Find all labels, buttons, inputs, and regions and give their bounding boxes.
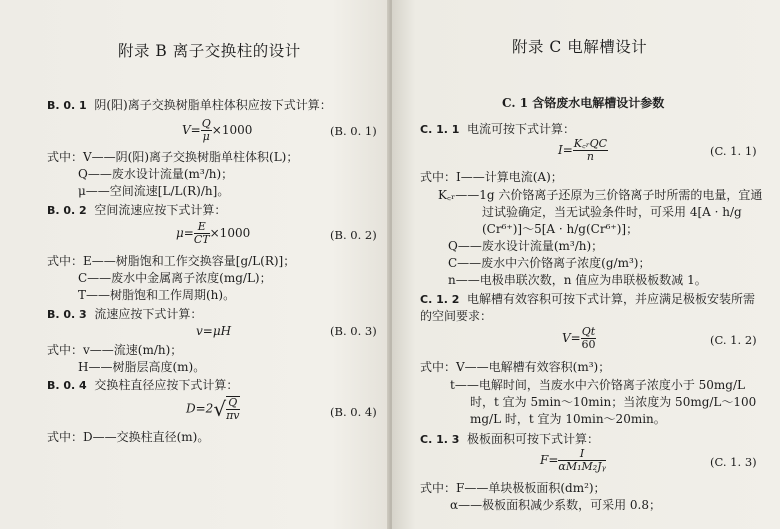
equation-lhs: V=: [562, 331, 581, 345]
equation-c11: [558, 138, 608, 163]
appendix-c-heading: 附录 C 电解槽设计: [512, 38, 648, 56]
fraction-numerator: Q: [226, 397, 239, 410]
where-line: (Cr⁶⁺)]～5[A · h/g(Cr⁶⁺)]；: [482, 222, 639, 236]
equation-lhs: V=: [182, 123, 201, 137]
where-line: μ——空间流速[L/L(R)/h]。: [78, 184, 230, 198]
where-line: 时，t 宜为 5min～10min；当浓度为 50mg/L～100: [470, 395, 757, 409]
equation-b02: [176, 221, 250, 246]
clause-text: 交换柱直径应按下式计算：: [94, 378, 239, 392]
clause-c12: [420, 292, 755, 307]
fraction-numerator: Q: [201, 117, 211, 130]
clause-number: C. 1. 3: [420, 433, 460, 446]
where-line: Q——废水设计流量(m³/h)；: [448, 239, 604, 253]
equation-lhs: D=2: [186, 401, 214, 416]
where-line: 过试验确定，当无试验条件时，可采用 4[A · h/g: [482, 205, 742, 219]
equation-number: (B. 0. 4): [330, 405, 377, 419]
where-line: 式中：F——单块极板面积(dm²)；: [420, 481, 606, 495]
fraction-denominator: μ: [202, 130, 210, 143]
right-page: [392, 0, 780, 529]
where-line: α——极板面积减少系数，可采用 0.8；: [450, 498, 662, 512]
equation-b01: [182, 118, 252, 143]
fraction-numerator: K꜀ᵣQC: [573, 137, 608, 150]
where-line: 式中：V——电解槽有效容积(m³)；: [420, 360, 611, 374]
clause-text-continued: 的空间要求：: [420, 309, 493, 323]
where-line: 式中：v——流速(m/h)；: [47, 343, 183, 357]
fraction-denominator: CT: [193, 233, 210, 246]
where-line: mg/L 时，t 宜为 10min～20min。: [470, 412, 666, 426]
equation-lhs: F=: [540, 453, 559, 467]
clause-number: B. 0. 3: [47, 308, 87, 321]
where-line: n——电极串联次数，n 值应为串联极板数减 1。: [448, 273, 707, 287]
fraction-denominator: αM₁M₂Jᵧ: [558, 460, 606, 473]
where-line: T——树脂饱和工作周期(h)。: [78, 288, 236, 302]
equation-c12: [562, 326, 596, 351]
clause-number: B. 0. 1: [47, 99, 87, 112]
clause-text: 电解槽有效容积可按下式计算，并应满足极板安装所需: [467, 292, 756, 306]
equation-b04: [186, 396, 240, 422]
appendix-b-heading: 附录 B 离子交换柱的设计: [118, 42, 301, 60]
clause-text: 阴(阳)离子交换树脂单柱体积应按下式计算：: [94, 98, 332, 112]
equation-rhs: ×1000: [211, 123, 253, 137]
equation-number: (C. 1. 2): [710, 333, 757, 347]
equation-b03: v=μH: [196, 324, 232, 338]
where-line: 式中：D——交换柱直径(m)。: [47, 430, 210, 444]
where-line: t——电解时间，当废水中六价铬离子浓度小于 50mg/L: [450, 378, 745, 392]
clause-number: B. 0. 2: [47, 204, 87, 217]
clause-c13: [420, 432, 599, 447]
clause-b04: [47, 378, 238, 393]
where-line: Q——废水设计流量(m³/h)；: [78, 167, 234, 181]
clause-b01: [47, 98, 332, 113]
equation-lhs: I=: [558, 143, 573, 157]
fraction-denominator: n: [586, 150, 594, 163]
clause-c11: [420, 122, 575, 137]
equation-number: (C. 1. 3): [710, 455, 757, 469]
equation-number: (B. 0. 3): [330, 324, 377, 338]
fraction-denominator: 60: [581, 338, 596, 351]
fraction-numerator: I: [558, 448, 605, 461]
clause-text: 流速应按下式计算：: [94, 307, 203, 321]
section-heading: C. 1 含铬废水电解槽设计参数: [502, 96, 665, 110]
clause-number: B. 0. 4: [47, 379, 87, 392]
where-line: 式中：V——阴(阳)离子交换树脂单柱体积(L)；: [47, 150, 299, 164]
fraction-numerator: Qt: [581, 325, 596, 338]
clause-text: 电流可按下式计算：: [467, 122, 576, 136]
where-line: H——树脂层高度(m)。: [78, 360, 206, 374]
where-line: C——废水中金属离子浓度(mg/L)；: [78, 271, 272, 285]
clause-b02: [47, 203, 226, 218]
where-line: C——废水中六价铬离子浓度(g/m³)；: [448, 256, 651, 270]
where-line: 式中：I——计算电流(A)；: [420, 170, 563, 184]
equation-rhs: ×1000: [209, 226, 251, 240]
clause-number: C. 1. 2: [420, 293, 460, 306]
equation-number: (B. 0. 2): [330, 228, 377, 242]
clause-number: C. 1. 1: [420, 123, 460, 136]
clause-text: 极板面积可按下式计算：: [467, 432, 600, 446]
square-root: √ $\frac{Q}{\pi v}$: [213, 396, 240, 422]
clause-text: 空间流速应按下式计算：: [94, 203, 227, 217]
equation-lhs: μ=: [176, 226, 194, 240]
equation-c13: [540, 448, 606, 473]
equation-number: (C. 1. 1): [710, 144, 757, 158]
equation-number: (B. 0. 1): [330, 124, 377, 138]
fraction-numerator: E: [194, 221, 210, 234]
clause-b03: [47, 307, 202, 322]
where-line: 式中：E——树脂饱和工作交换容量[g/L(R)]；: [47, 254, 296, 268]
fraction-denominator: πv: [226, 409, 240, 422]
where-line: K꜀ᵣ——1g 六价铬离子还原为三价铬离子时所需的电量，宜通: [438, 188, 763, 202]
